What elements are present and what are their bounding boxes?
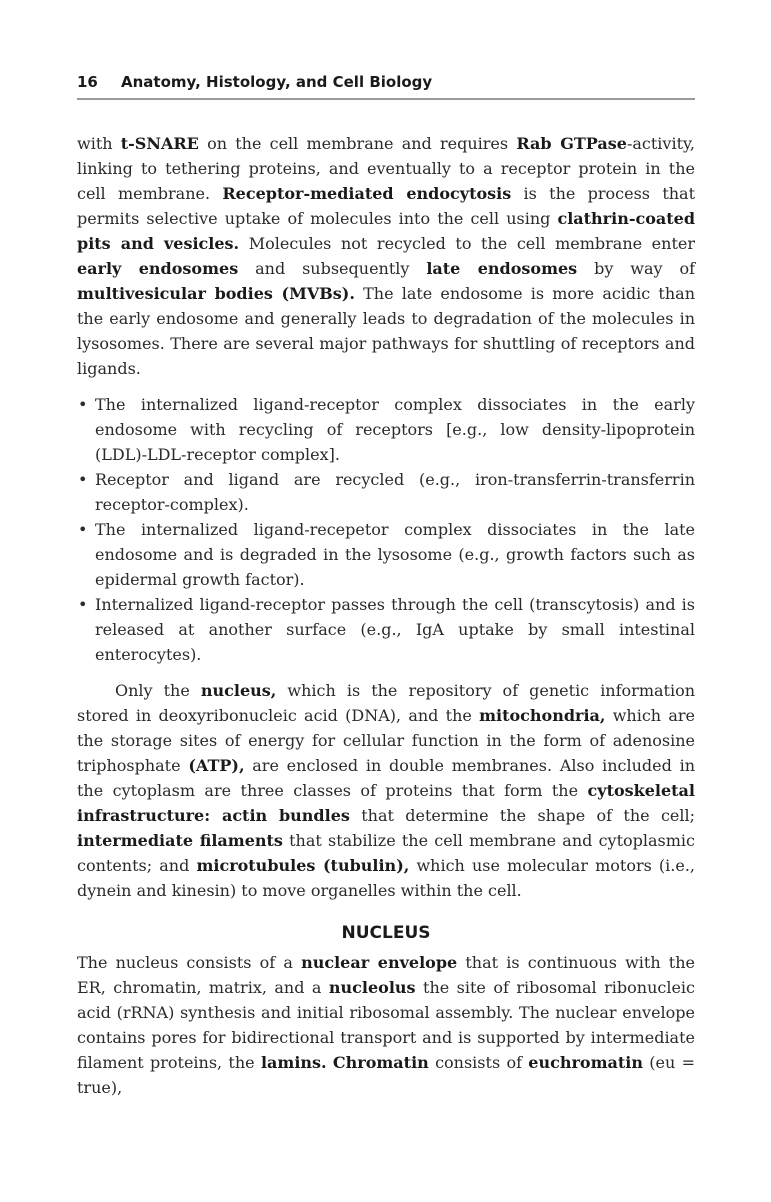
text-run: which are the storage sites of energy for cellular function in the form of adenosine triphosphate	[77, 706, 695, 775]
text-run: with	[77, 134, 121, 153]
bold-term: nuclear envelope	[301, 953, 458, 972]
text-run: by way of	[577, 259, 696, 278]
text-run: that is continuous with the ER, chromatin, matrix, and a	[77, 953, 696, 997]
pathway-list	[77, 392, 695, 667]
bold-term: t-SNARE	[120, 134, 199, 153]
page-number: 16	[77, 73, 98, 91]
text-run: that determine the shape of the cell;	[349, 806, 696, 825]
list-item: • The internalized ligand-recepetor complex dissociates in the late endosome and is degraded in the lysosome (e.g., growth factors such as epidermal growth factor).	[77, 517, 695, 592]
bold-term: cytoskeletal infrastructure: actin bundles	[77, 781, 695, 825]
text-run: on the cell membrane and requires	[198, 134, 517, 153]
text-run: that stabilize the cell membrane and cytoplasmic contents; and	[77, 831, 695, 875]
bold-term: multivesicular bodies (MVBs).	[77, 284, 355, 303]
list-item: • Internalized ligand-receptor passes through the cell (transcytosis) and is released at another surface (e.g., IgA uptake by small intestinal enterocytes).	[77, 592, 695, 667]
bold-term: euchromatin	[528, 1053, 643, 1072]
text-run: The nucleus consists of a	[77, 953, 302, 972]
bold-term: Receptor-mediated endocytosis	[222, 184, 512, 203]
text-run: are enclosed in double membranes. Also included in the cytoplasm are three classes of proteins that form the	[77, 756, 696, 800]
bold-term: nucleolus	[328, 978, 416, 997]
bold-term: Rab GTPase	[516, 134, 627, 153]
paragraph-nucleus	[77, 950, 695, 1100]
paragraph-organelles	[77, 678, 695, 903]
running-header	[77, 70, 695, 100]
text-run: The late endosome is more acidic than the early endosome and generally leads to degradation of the molecules in lysosomes. There are several major pathways for shuttling of receptors and ligands.	[77, 284, 696, 378]
book-title: Anatomy, Histology, and Cell Biology	[121, 73, 433, 91]
text-run: and subsequently	[238, 259, 427, 278]
text-run: the site of ribosomal ribonucleic acid (rRNA) synthesis and initial ribosomal assembly. The nuclear envelope contains pores for bidirectional transport and is supported by intermediate filament proteins, the	[77, 978, 695, 1072]
text-run: which is the repository of genetic information stored in deoxyribonucleic acid (DNA), and the	[77, 681, 696, 725]
bold-term: microtubules (tubulin),	[196, 856, 410, 875]
bold-term: intermediate filaments	[77, 831, 283, 850]
text-run: Molecules not recycled to the cell membrane enter	[239, 234, 696, 253]
list-item: • Receptor and ligand are recycled (e.g., iron-transferrin-transferrin receptor-complex).	[77, 467, 695, 517]
text-run: (eu = true),	[77, 1053, 695, 1097]
paragraph-endocytosis	[77, 131, 695, 381]
text-run: which use molecular motors (i.e., dynein and kinesin) to move organelles within the cell.	[77, 856, 696, 900]
text-run: is the process that permits selective uptake of molecules into the cell using	[77, 184, 696, 228]
text-run: consists of	[428, 1053, 529, 1072]
page-body	[77, 131, 695, 1100]
bold-term: clathrin-coated pits and vesicles.	[77, 209, 695, 253]
text-run: Only the	[115, 681, 201, 700]
bold-term: (ATP),	[188, 756, 245, 775]
bold-term: late endosomes	[426, 259, 578, 278]
section-heading-nucleus: NUCLEUS	[341, 923, 431, 943]
bold-term: nucleus,	[200, 681, 277, 700]
bold-term: Chromatin	[332, 1053, 429, 1072]
bold-term: lamins.	[260, 1053, 327, 1072]
list-item: • The internalized ligand-receptor complex dissociates in the early endosome with recycling of receptors [e.g., low density-lipoprotein (LDL)-LDL-receptor complex].	[77, 392, 695, 467]
bold-term: mitochondria,	[479, 706, 606, 725]
text-run: -activity, linking to tethering proteins, and eventually to a receptor protein in the cell membrane.	[77, 134, 695, 203]
bold-term: early endosomes	[77, 259, 239, 278]
